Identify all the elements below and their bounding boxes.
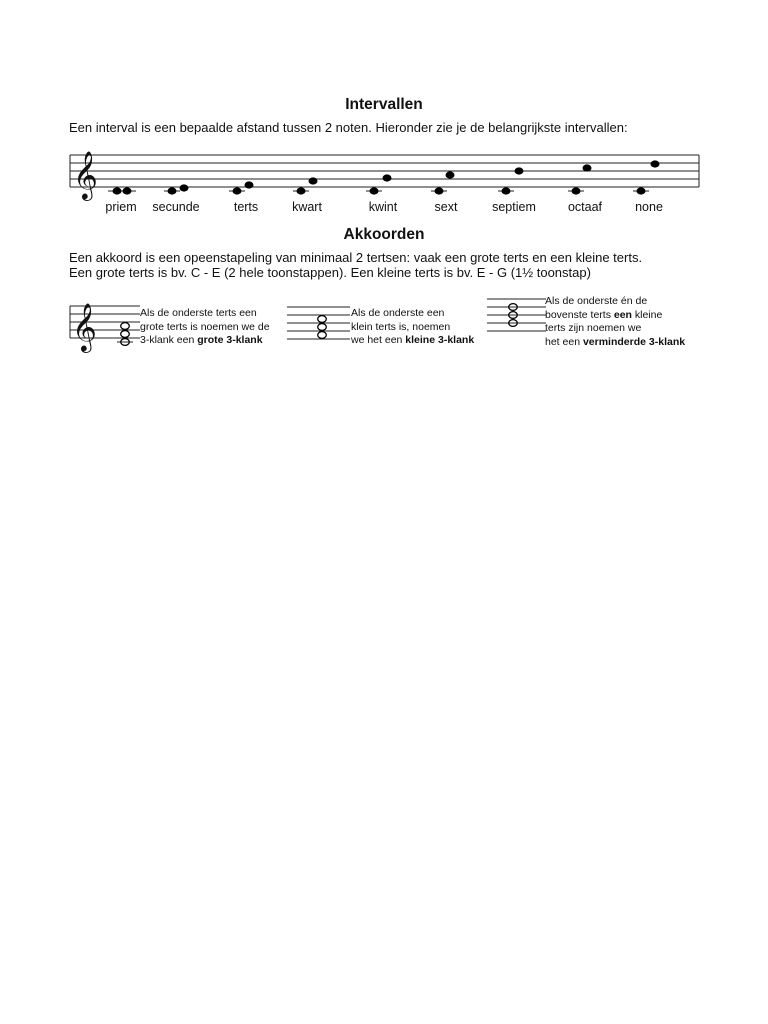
note-terts-1 bbox=[233, 187, 242, 194]
chord-staff-minor bbox=[287, 307, 350, 339]
diminished-line-1: Als de onderste én de bbox=[545, 295, 648, 307]
chords-line-1: Een akkoord is een opeenstapeling van minimaal 2 tertsen: vaak een grote terts en een kleine terts. bbox=[69, 250, 643, 265]
interval-label-none: none bbox=[635, 200, 663, 214]
note-kwart-1 bbox=[297, 187, 306, 194]
note-priem-1 bbox=[113, 187, 122, 194]
diminished-line-2-text: bovenste terts bbox=[545, 308, 614, 321]
note-priem-2 bbox=[123, 187, 132, 194]
interval-label-sext: sext bbox=[434, 200, 458, 214]
interval-label-kwint: kwint bbox=[368, 200, 398, 214]
diminished-line-3: terts zijn noemen we bbox=[545, 322, 642, 334]
note-kwint-1 bbox=[370, 187, 379, 194]
interval-label-terts: terts bbox=[233, 200, 259, 214]
diminished-line-4-text: het een bbox=[545, 335, 583, 348]
note-octaaf-2 bbox=[583, 164, 592, 171]
note-kwart-2 bbox=[309, 177, 318, 184]
diminished-line-2 bbox=[545, 309, 685, 323]
note-none-2 bbox=[651, 160, 660, 167]
note-sext-2 bbox=[446, 171, 455, 178]
diminished-chord-term: verminderde 3-klank bbox=[582, 335, 686, 348]
minor-chord-term: kleine 3-klank bbox=[405, 334, 475, 346]
interval-label-secunde: secunde bbox=[152, 200, 200, 214]
note-octaaf-1 bbox=[572, 187, 581, 194]
major-chord-term: grote 3-klank bbox=[197, 334, 263, 346]
minor-line-3-text: we het een bbox=[351, 334, 406, 346]
minor-line-3 bbox=[351, 334, 474, 348]
treble-clef-icon: 𝄞 bbox=[73, 150, 98, 199]
minor-line-2: klein terts is, noemen bbox=[351, 320, 451, 333]
diminished-line-4 bbox=[545, 336, 685, 350]
note-sext-1 bbox=[435, 187, 444, 194]
note-kwint-2 bbox=[383, 174, 392, 181]
minor-chord-text bbox=[351, 307, 474, 348]
major-line-2: grote terts is noemen we de bbox=[140, 320, 270, 333]
chords-line-2: Een grote terts is bv. C - E (2 hele toonstappen). Een kleine terts is bv. E - G (1½ toonstap) bbox=[69, 265, 591, 280]
note-septiem-2 bbox=[515, 167, 524, 174]
minor-line-1: Als de onderste een bbox=[351, 307, 445, 319]
note-none-1 bbox=[637, 187, 646, 194]
note-secunde-2 bbox=[180, 184, 189, 191]
diminished-chord-text bbox=[545, 295, 685, 349]
chord-staff-diminished bbox=[487, 299, 546, 331]
major-line-3-text: 3-klank een bbox=[140, 334, 198, 346]
interval-label-septiem: septiem bbox=[492, 200, 536, 214]
diminished-line-2-suffix: kleine bbox=[631, 308, 663, 321]
note-terts-2 bbox=[245, 181, 254, 188]
chord-notes-minor bbox=[318, 316, 327, 339]
interval-label-kwart: kwart bbox=[292, 200, 322, 214]
intervals-intro: Een interval is een bepaalde afstand tussen 2 noten. Hieronder zie je de belangrijkste intervallen: bbox=[69, 120, 628, 135]
chords-title: Akkoorden bbox=[343, 226, 425, 243]
major-chord-text bbox=[140, 307, 270, 348]
major-line-1: Als de onderste terts een bbox=[140, 307, 257, 319]
interval-label-octaaf: octaaf bbox=[567, 200, 603, 214]
interval-label-priem: priem bbox=[105, 200, 137, 214]
note-secunde-1 bbox=[168, 187, 177, 194]
diminished-line-2-bold: een bbox=[613, 308, 632, 321]
intervals-title: Intervallen bbox=[345, 96, 423, 113]
note-septiem-1 bbox=[502, 187, 511, 194]
treble-clef-icon: 𝄞 bbox=[72, 302, 97, 351]
major-line-3 bbox=[140, 334, 270, 348]
